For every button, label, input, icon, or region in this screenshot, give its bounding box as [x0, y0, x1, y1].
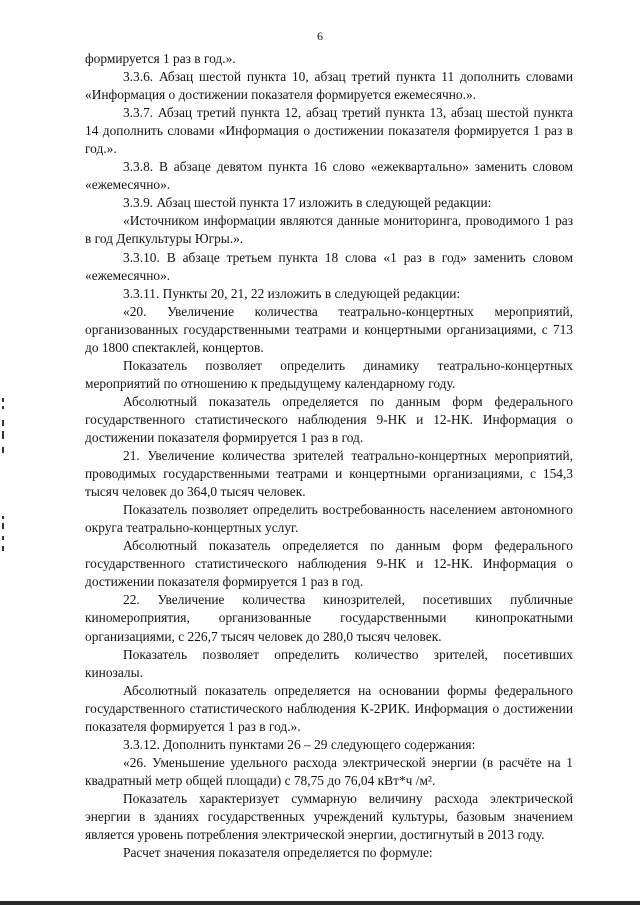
margin-mark: [2, 406, 4, 409]
paragraph-p09: «20. Увеличение количества театрально-концертных мероприятий, организованных государственными театрами и концертными организациями, с 713 до 1800 спектаклей, концертов.: [85, 303, 573, 355]
paragraph-p04: 3.3.8. В абзаце девятом пункта 16 слово «ежеквартально» заменить словом «ежемесячно».: [85, 159, 573, 193]
paragraph-p02: 3.3.6. Абзац шестой пункта 10, абзац третий пункта 11 дополнить словами «Информация о достижении показателя формируется ежемесячно.».: [85, 69, 573, 103]
margin-mark: [2, 546, 4, 551]
paragraph-p08: 3.3.11. Пункты 20, 21, 22 изложить в следующей редакции:: [123, 285, 461, 301]
paragraph-p12: 21. Увеличение количества зрителей театрально-концертных мероприятий, проводимых государственными театрами и концертными организациями, с 154,3 тысяч человек до 364,0 тысяч человек.: [85, 448, 573, 500]
paragraph-p13: Показатель позволяет определить востребованность населением автономного округа театрально-концертных услуг.: [85, 502, 573, 536]
paragraph-p17: Абсолютный показатель определяется на основании формы федерального государственного статистического наблюдения К-2РИК. Информация о достижении показателя формируется 1 раз в год.».: [85, 682, 573, 734]
page-number: 6: [317, 29, 323, 43]
paragraph-p14: Абсолютный показатель определяется по данным форм федерального государственного статистического наблюдения 9-НК и 12-НК. Информация о достижении показателя формируется 1 раз в год.: [85, 538, 573, 590]
margin-mark: [2, 536, 4, 540]
paragraph-p05: 3.3.9. Абзац шестой пункта 17 изложить в следующей редакции:: [123, 195, 492, 211]
paragraph-p15: 22. Увеличение количества кинозрителей, посетивших публичные киномероприятия, организованные государственными кинопрокатными организациями, с 226,7 тысяч человек до 280,0 тысяч человек.: [85, 592, 573, 644]
margin-mark: [2, 431, 4, 439]
margin-mark: [2, 523, 4, 529]
paragraph-p03: 3.3.7. Абзац третий пункта 12, абзац третий пункта 13, абзац шестой пункта 14 дополнить словами «Информация о достижении показателя формируется 1 раз в год.».: [85, 105, 573, 157]
scan-margin-marks: [0, 0, 14, 905]
paragraph-p18: 3.3.12. Дополнить пунктами 26 – 29 следующего содержания:: [123, 736, 476, 752]
paragraph-p20: Показатель характеризует суммарную величину расхода электрической энергии в зданиях государственных учреждений культуры, базовым значением является уровень потребления электрической энергии, достигнутый в 2013 году.: [85, 790, 573, 843]
paragraph-p10: Показатель позволяет определить динамику театрально-концертных мероприятий по отношению к предыдущему календарному году.: [85, 357, 573, 391]
scan-bottom-edge: [0, 901, 640, 905]
paragraph-p07: 3.3.10. В абзаце третьем пункта 18 слова «1 раз в год» заменить словом «ежемесячно».: [85, 249, 573, 283]
paragraph-p06: «Источником информации являются данные мониторинга, проводимого 1 раз в год Депкультуры Югры.».: [85, 213, 573, 247]
paragraph-p01: формируется 1 раз в год.».: [85, 51, 236, 66]
margin-mark: [2, 398, 4, 402]
paragraph-p16: Показатель позволяет определить количество зрителей, посетивших кинозалы.: [85, 646, 573, 680]
paragraph-p19: «26. Уменьшение удельного расхода электрической энергии (в расчёте на 1 квадратный метр общей площади) с 78,75 до 76,04 кВт*ч /м².: [85, 754, 573, 788]
paragraph-p11: Абсолютный показатель определяется по данным форм федерального государственного статистического наблюдения 9-НК и 12-НК. Информация о достижении показателя формируется 1 раз в год.: [85, 393, 573, 445]
document-body: [85, 50, 573, 862]
margin-mark: [2, 447, 4, 453]
margin-mark: [2, 420, 4, 426]
paragraph-p21: Расчет значения показателя определяется по формуле:: [123, 845, 433, 861]
margin-mark: [2, 516, 4, 519]
